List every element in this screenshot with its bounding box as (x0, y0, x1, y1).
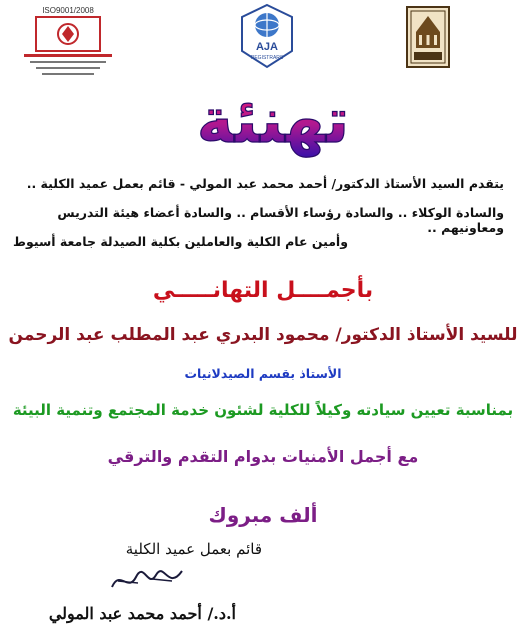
aja-registrars-logo (238, 3, 296, 69)
recipient-name: للسيد الأستاذ الدكتور/ محمود البدري عبد المطلب عبد الرحمن (8, 325, 518, 345)
occasion-text: بمناسبة تعيين سيادته وكيلاً للكلية لشئون خدمة المجتمع وتنمية البيئة (12, 401, 514, 419)
intro-line-1: يتقدم السيد الأستاذ الدكتور/ أحمد محمد عبد المولي - قائم بعمل عميد الكلية .. (26, 176, 504, 191)
signatory-name: أ.د./ أحمد محمد عبد المولي (48, 604, 236, 623)
aja-logo-text: AJA (255, 41, 279, 53)
best-wishes-heading: بأجمــــل التهانـــــي (152, 278, 374, 303)
university-logo (406, 6, 450, 68)
intro-line-3: وأمين عام الكلية والعاملين بكلية الصيدلة جامعة أسيوط (13, 234, 348, 249)
wishes-text: مع أجمل الأمنيات بدوام التقدم والترقي (107, 447, 419, 466)
handwritten-signature (108, 563, 186, 597)
aja-logo-sub: REGISTRARS (250, 55, 284, 61)
intro-line-2: والسادة الوكلاء .. والسادة رؤساء الأقسام .. والسادة أعضاء هيئة التدريس ومعاونيهم .. (57, 205, 504, 235)
iso-certification-logo (16, 4, 120, 78)
congratulations-title (138, 84, 408, 160)
iso-logo-text: ISO9001/2008 (42, 6, 94, 15)
title-text: تهنئة (196, 84, 350, 157)
recipient-department: الأستاذ بقسم الصيدلانيات (184, 366, 342, 381)
signature-title: قائم بعمل عميد الكلية (125, 540, 262, 558)
congrats-text: ألف مبروك (208, 503, 318, 527)
